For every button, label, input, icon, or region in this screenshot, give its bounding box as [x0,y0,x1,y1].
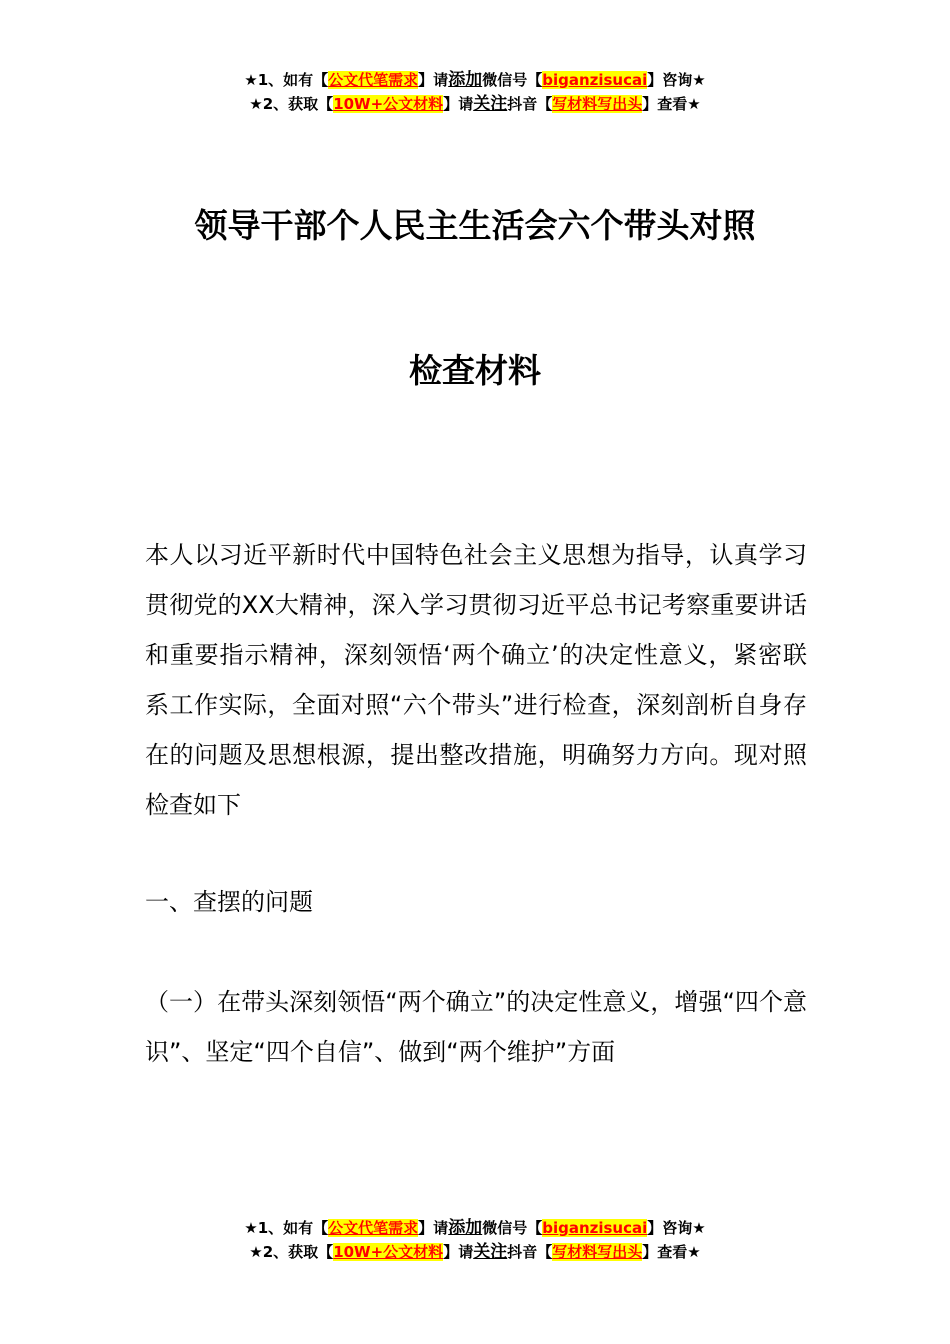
footer-banner [0,1216,950,1264]
highlight-materials: 10W+公文材料 [333,95,444,113]
intro-paragraph: 本人以习近平新时代中国特色社会主义思想为指导，认真学习贯彻党的XX大精神，深入学习贯彻习近平总书记考察重要讲话和重要指示精神，深刻领悟‘两个确立’的决定性意义，紧密联系工作实际，全面对照“六个带头”进行检查，深刻剖析自身存在的问题及思想根源，提出整改措施，明确努力方向。现对照检查如下 [145,541,807,819]
highlight-wechat-id: biganzisucai [542,1219,648,1237]
banner-line-1: ★1、如有【公文代笔需求】请添加微信号【biganzisucai】咨询★ [244,70,706,90]
banner-line-2: ★2、获取【10W+公文材料】请关注抖音【写材料写出头】查看★ [249,1242,701,1262]
header-banner [0,68,950,116]
subsection-heading: （一）在带头深刻领悟“两个确立”的决定性意义，增强“四个意识”、坚定“四个自信”、做到“两个维护”方面 [145,988,807,1066]
document-title-line-2: 检查材料 [409,351,541,390]
highlight-wechat-id: biganzisucai [542,71,648,89]
highlight-service: 公文代笔需求 [328,71,419,89]
document-title-line-1: 领导干部个人民主生活会六个带头对照 [194,206,756,245]
highlight-douyin-account: 写材料写出头 [552,1243,643,1261]
highlight-douyin-account: 写材料写出头 [552,95,643,113]
banner-line-1: ★1、如有【公文代笔需求】请添加微信号【biganzisucai】咨询★ [244,1218,706,1238]
highlight-materials: 10W+公文材料 [333,1243,444,1261]
section-heading: 一、查摆的问题 [145,888,313,916]
banner-line-2: ★2、获取【10W+公文材料】请关注抖音【写材料写出头】查看★ [249,94,701,114]
highlight-service: 公文代笔需求 [328,1219,419,1237]
